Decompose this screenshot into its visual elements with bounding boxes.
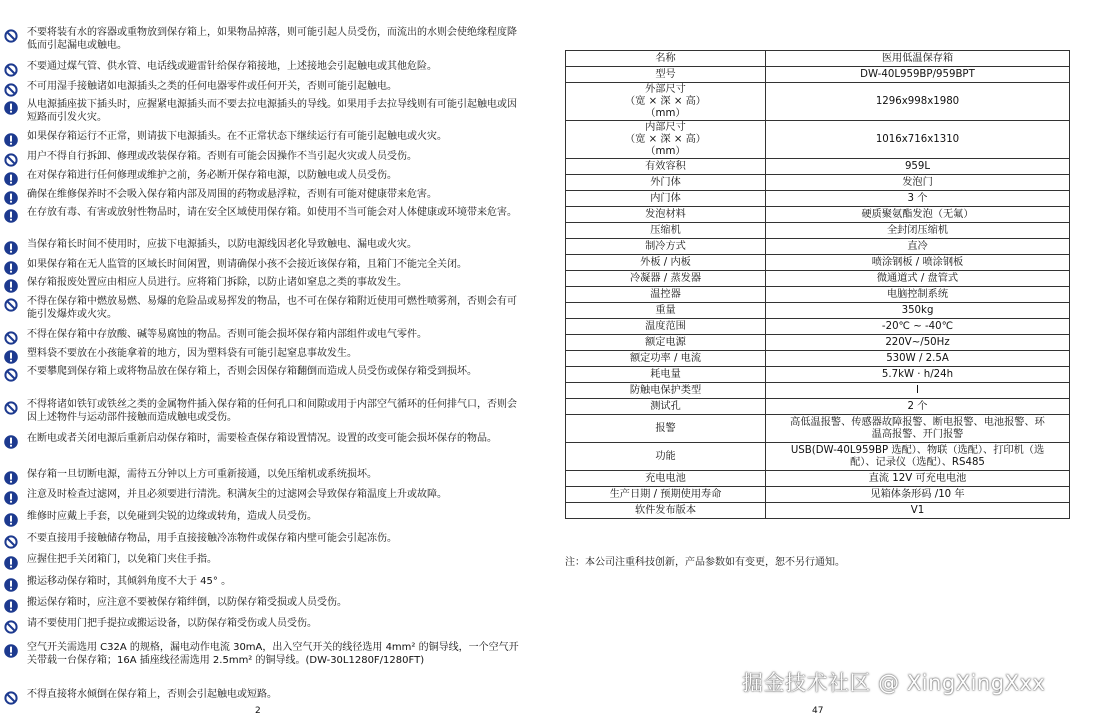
warning-text: 用户不得自行拆卸、修理或改装保存箱。否则有可能会因操作不当引起火灾或人员受伤。 — [27, 151, 417, 162]
warning-text: 空气开关需选用 C32A 的规格，漏电动作电流 30mA，出入空气开关的线径选用 4mm² 的铜导线，一个空气开关带载一台保存箱；16A 插座线径需选用 2.5mm² 的铜导线。(DW-30L1280F/1280FT) — [27, 642, 519, 666]
spec-key: 耗电量 — [566, 367, 766, 383]
spec-key: 名称 — [566, 51, 766, 67]
spec-value: 医用低温保存箱 — [766, 51, 1070, 67]
spec-key: 报警 — [566, 415, 766, 443]
spec-value: 220V~/50Hz — [766, 335, 1070, 351]
warning-text: 搬运移动保存箱时，其倾斜角度不大于 45° 。 — [27, 576, 232, 587]
spec-key: 压缩机 — [566, 223, 766, 239]
warning-text: 如果保存箱运行不正常，则请拔下电源插头。在不正常状态下继续运行有可能引起触电或火灾。 — [27, 131, 447, 142]
spec-value: 高低温报警、传感器故障报警、断电报警、电池报警、环 温高报警、开门报警 — [766, 415, 1070, 443]
exclamation-icon — [4, 555, 18, 569]
warning-text: 请不要使用门把手提拉或搬运设备，以防保存箱受伤或人员受伤。 — [27, 618, 317, 629]
spec-row — [566, 335, 1070, 351]
warning-text: 在存放有毒、有害或放射性物品时，请在安全区域使用保存箱。如使用不当可能会对人体健康或环境带来危害。 — [27, 207, 517, 218]
warning-text: 不要攀爬到保存箱上或将物品放在保存箱上，否则会因保存箱翻倒而造成人员受伤或保存箱受到损坏。 — [27, 366, 477, 377]
spec-table — [565, 50, 1070, 519]
watermark-text: 掘金技术社区 @ XingXingXxx — [742, 671, 1046, 695]
prohibit-icon — [4, 28, 18, 42]
spec-value: 硬质聚氨酯发泡（无氟） — [766, 207, 1070, 223]
spec-value: 喷涂钢板 / 喷涂钢板 — [766, 255, 1070, 271]
spec-value: 1016x716x1310 — [766, 121, 1070, 159]
exclamation-icon — [4, 577, 18, 591]
spec-key: 冷凝器 / 蒸发器 — [566, 271, 766, 287]
spec-key: 发泡材料 — [566, 207, 766, 223]
spec-value: 直冷 — [766, 239, 1070, 255]
left-page-number: 2 — [255, 706, 261, 716]
prohibit-icon — [4, 82, 18, 96]
spec-value: 959L — [766, 159, 1070, 175]
spec-value: 电脑控制系统 — [766, 287, 1070, 303]
spec-key: 防触电保护类型 — [566, 383, 766, 399]
spec-key: 温控器 — [566, 287, 766, 303]
warning-text: 不可用湿手接触诸如电源插头之类的任何电器零件或任何开关，否则可能引起触电。 — [27, 81, 397, 92]
spec-value: USB(DW-40L959BP 选配）、物联（选配）、打印机（选 配）、记录仪（选配）、RS485 — [766, 443, 1070, 471]
spec-row — [566, 367, 1070, 383]
spec-row — [566, 487, 1070, 503]
spec-key: 内部尺寸 （宽 × 深 × 高） （mm） — [566, 121, 766, 159]
exclamation-icon — [4, 643, 18, 657]
spec-value: 直流 12V 可充电电池 — [766, 471, 1070, 487]
warning-text: 不要将装有水的容器或重物放到保存箱上，如果物品掉落，则可能引起人员受伤，而流出的水则会使绝缘程度降低而引起漏电或触电。 — [27, 27, 517, 51]
spec-row — [566, 239, 1070, 255]
prohibit-icon — [4, 619, 18, 633]
exclamation-icon — [4, 260, 18, 274]
spec-value: 530W / 2.5A — [766, 351, 1070, 367]
spec-note: 注：本公司注重科技创新，产品参数如有变更，恕不另行通知。 — [565, 557, 845, 568]
exclamation-icon — [4, 208, 18, 222]
exclamation-icon — [4, 132, 18, 146]
warning-text: 不得在保存箱中燃放易燃、易爆的危险品或易挥发的物品，也不可在保存箱附近使用可燃性喷雾剂，否则会有可能引发爆炸或火灾。 — [27, 296, 517, 320]
spec-row — [566, 287, 1070, 303]
spec-row — [566, 255, 1070, 271]
spec-row — [566, 121, 1070, 159]
spec-row — [566, 303, 1070, 319]
spec-row — [566, 503, 1070, 519]
spec-value: DW-40L959BP/959BPT — [766, 67, 1070, 83]
spec-key: 生产日期 / 预期使用寿命 — [566, 487, 766, 503]
spec-key: 功能 — [566, 443, 766, 471]
warning-text: 维修时应戴上手套，以免碰到尖锐的边缘或转角，造成人员受伤。 — [27, 511, 317, 522]
spec-key: 制冷方式 — [566, 239, 766, 255]
spec-key: 测试孔 — [566, 399, 766, 415]
spec-key: 外板 / 内板 — [566, 255, 766, 271]
spec-row — [566, 191, 1070, 207]
spec-row — [566, 471, 1070, 487]
prohibit-icon — [4, 690, 18, 704]
spec-value: 350kg — [766, 303, 1070, 319]
spec-value: 发泡门 — [766, 175, 1070, 191]
warning-text: 搬运保存箱时，应注意不要被保存箱绊倒，以防保存箱受损或人员受伤。 — [27, 597, 347, 608]
exclamation-icon — [4, 349, 18, 363]
prohibit-icon — [4, 330, 18, 344]
spec-row — [566, 351, 1070, 367]
spec-key: 额定功率 / 电流 — [566, 351, 766, 367]
spec-row — [566, 399, 1070, 415]
warning-text: 如果保存箱在无人监管的区域长时间闲置，则请确保小孩不会接近该保存箱，且箱门不能完全关闭。 — [27, 259, 467, 270]
exclamation-icon — [4, 171, 18, 185]
spec-row — [566, 83, 1070, 121]
spec-value: 微通道式 / 盘管式 — [766, 271, 1070, 287]
spec-key: 外门体 — [566, 175, 766, 191]
warning-text: 不得将诸如铁钉或铁丝之类的金属物件插入保存箱的任何孔口和间隙或用于内部空气循环的任何排气口，否则会因上述物件与运动部件接触而造成触电或受伤。 — [27, 399, 517, 423]
spec-key: 额定电源 — [566, 335, 766, 351]
warning-text: 在对保存箱进行任何修理或维护之前，务必断开保存箱电源，以防触电或人员受伤。 — [27, 170, 397, 181]
warning-text: 保存箱报废处置应由相应人员进行。应将箱门拆除，以防止诸如窒息之类的事故发生。 — [27, 277, 407, 288]
exclamation-icon — [4, 598, 18, 612]
spec-key: 软件发布版本 — [566, 503, 766, 519]
spec-value: 2 个 — [766, 399, 1070, 415]
warning-text: 确保在维修保养时不会吸入保存箱内部及周围的药物或悬浮粒，否则有可能对健康带来危害。 — [27, 189, 437, 200]
spec-row — [566, 67, 1070, 83]
spec-key: 重量 — [566, 303, 766, 319]
warning-text: 不要直接用手接触储存物品，用手直接接触冷冻物件或保存箱内壁可能会引起冻伤。 — [27, 533, 397, 544]
warning-text: 不得直接将水倾倒在保存箱上，否则会引起触电或短路。 — [27, 689, 277, 700]
exclamation-icon — [4, 240, 18, 254]
warning-text: 不得在保存箱中存放酸、碱等易腐蚀的物品。否则可能会损坏保存箱内部组件或电气零件。 — [27, 329, 427, 340]
warning-text: 不要通过煤气管、供水管、电话线或避雷针给保存箱接地，上述接地会引起触电或其他危险。 — [27, 61, 437, 72]
prohibit-icon — [4, 534, 18, 548]
exclamation-icon — [4, 434, 18, 448]
spec-row — [566, 223, 1070, 239]
spec-key: 型号 — [566, 67, 766, 83]
spec-key: 有效容积 — [566, 159, 766, 175]
warning-text: 应握住把手关闭箱门，以免箱门夹住手指。 — [27, 554, 217, 565]
warning-text: 塑料袋不要放在小孩能拿着的地方，因为塑料袋有可能引起窒息事故发生。 — [27, 348, 357, 359]
spec-key: 温度范围 — [566, 319, 766, 335]
exclamation-icon — [4, 470, 18, 484]
spec-key: 充电电池 — [566, 471, 766, 487]
exclamation-icon — [4, 512, 18, 526]
right-page — [565, 50, 1070, 519]
spec-value: 全封闭压缩机 — [766, 223, 1070, 239]
exclamation-icon — [4, 190, 18, 204]
prohibit-icon — [4, 400, 18, 414]
exclamation-icon — [4, 490, 18, 504]
spec-value: 3 个 — [766, 191, 1070, 207]
warning-text: 保存箱一旦切断电源，需待五分钟以上方可重新接通，以免压缩机或系统损坏。 — [27, 469, 377, 480]
spec-value: V1 — [766, 503, 1070, 519]
spec-row — [566, 175, 1070, 191]
right-page-number: 47 — [812, 706, 824, 716]
spec-value: 见箱体条形码 /10 年 — [766, 487, 1070, 503]
warning-text: 注意及时检查过滤网，并且必须要进行清洗。积满灰尘的过滤网会导致保存箱温度上升或故障。 — [27, 489, 447, 500]
exclamation-icon — [4, 100, 18, 114]
spec-row — [566, 319, 1070, 335]
spec-key: 内门体 — [566, 191, 766, 207]
spec-row — [566, 271, 1070, 287]
spec-row — [566, 159, 1070, 175]
spec-row — [566, 383, 1070, 399]
prohibit-icon — [4, 297, 18, 311]
spec-row — [566, 207, 1070, 223]
exclamation-icon — [4, 278, 18, 292]
warning-text: 从电源插座拔下插头时，应握紧电源插头而不要去拉电源插头的导线。如果用手去拉导线则有可能引起触电或因短路而引发火灾。 — [27, 99, 517, 123]
prohibit-icon — [4, 152, 18, 166]
spec-row — [566, 51, 1070, 67]
spec-value: 1296x998x1980 — [766, 83, 1070, 121]
spec-value: I — [766, 383, 1070, 399]
spec-key: 外部尺寸 （宽 × 深 × 高） （mm） — [566, 83, 766, 121]
warning-text: 当保存箱长时间不使用时，应拔下电源插头，以防电源线因老化导致触电、漏电或火灾。 — [27, 239, 417, 250]
spec-row — [566, 443, 1070, 471]
prohibit-icon — [4, 367, 18, 381]
spec-value: -20℃ ~ -40℃ — [766, 319, 1070, 335]
warning-text: 在断电或者关闭电源后重新启动保存箱时，需要检查保存箱设置情况。设置的改变可能会损坏保存的物品。 — [27, 433, 497, 444]
spec-row — [566, 415, 1070, 443]
prohibit-icon — [4, 62, 18, 76]
spec-value: 5.7kW · h/24h — [766, 367, 1070, 383]
